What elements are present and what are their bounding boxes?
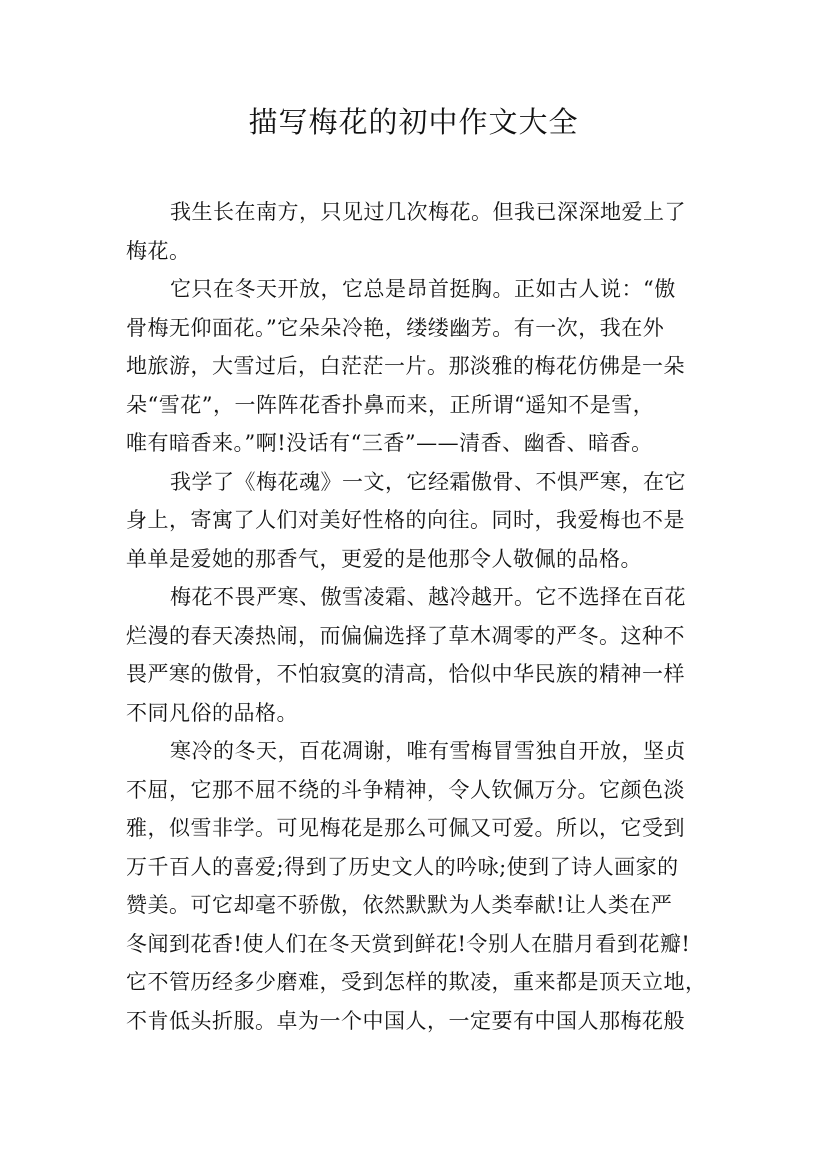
paragraph-2: [126, 270, 718, 463]
text-line: 赞美。可它却毫不骄傲，依然默默为人类奉献!让人类在严: [126, 893, 673, 917]
text-line: 我学了《梅花魂》一文，它经霜傲骨、不惧严寒，在它: [170, 469, 686, 494]
text-line: 寒冷的冬天，百花凋谢，唯有雪梅冒雪独自开放，坚贞: [170, 739, 686, 763]
text-line: 它不管历经多少磨难，受到怎样的欺凌，重来都是顶天立地，: [126, 970, 707, 994]
paragraph-5: [126, 732, 718, 1040]
text-line: 梅花不畏严寒、傲雪凌霜、越冷越开。它不选择在百花: [170, 585, 686, 609]
text-line: 朵“雪花”，一阵阵花香扑鼻而来，正所谓“遥知不是雪，: [126, 392, 655, 417]
text-line: 不屈，它那不屈不绕的斗争精神，令人钦佩万分。它颜色淡: [126, 777, 685, 802]
text-line: 唯有暗香来。”啊!没话有“三香”——清香、幽香、暗香。: [126, 431, 653, 455]
text-line: 我生长在南方，只见过几次梅花。但我已深深地爱上了: [170, 200, 686, 224]
text-line: 骨梅无仰面花。”它朵朵冷艳，缕缕幽芳。有一次，我在外: [126, 315, 665, 340]
text-line: 它只在冬天开放，它总是昂首挺胸。正如古人说：“傲: [170, 277, 676, 301]
document-body: [126, 193, 718, 1040]
text-line: 不同凡俗的品格。: [126, 700, 298, 725]
paragraph-3: [126, 463, 718, 579]
text-line: 万千百人的喜爱;得到了历史文人的吟咏;使到了诗人画家的: [126, 854, 679, 879]
text-line: 雅，似雪非学。可见梅花是那么可佩又可爱。所以，它受到: [126, 816, 685, 840]
paragraph-4: [126, 578, 718, 732]
paragraph-1: [126, 193, 718, 270]
text-line: 身上，寄寓了人们对美好性格的向往。同时，我爱梅也不是: [126, 508, 685, 532]
text-line: 畏严寒的傲骨，不怕寂寞的清高，恰似中华民族的精神一样: [126, 662, 685, 686]
text-line: 地旅游，大雪过后，白茫茫一片。那淡雅的梅花仿佛是一朵: [126, 354, 685, 378]
text-line: 冬闻到花香!使人们在冬天赏到鲜花!令别人在腊月看到花瓣!: [126, 931, 691, 956]
text-line: 梅花。: [126, 238, 191, 263]
text-line: 烂漫的春天凑热闹，而偏偏选择了草木凋零的严冬。这种不: [126, 623, 685, 648]
text-line: 单单是爱她的那香气，更爱的是他那令人敬佩的品格。: [126, 546, 642, 571]
document-title: 描写梅花的初中作文大全: [248, 105, 579, 139]
text-line: 不肯低头折服。卓为一个中国人，一定要有中国人那梅花般: [126, 1008, 685, 1033]
